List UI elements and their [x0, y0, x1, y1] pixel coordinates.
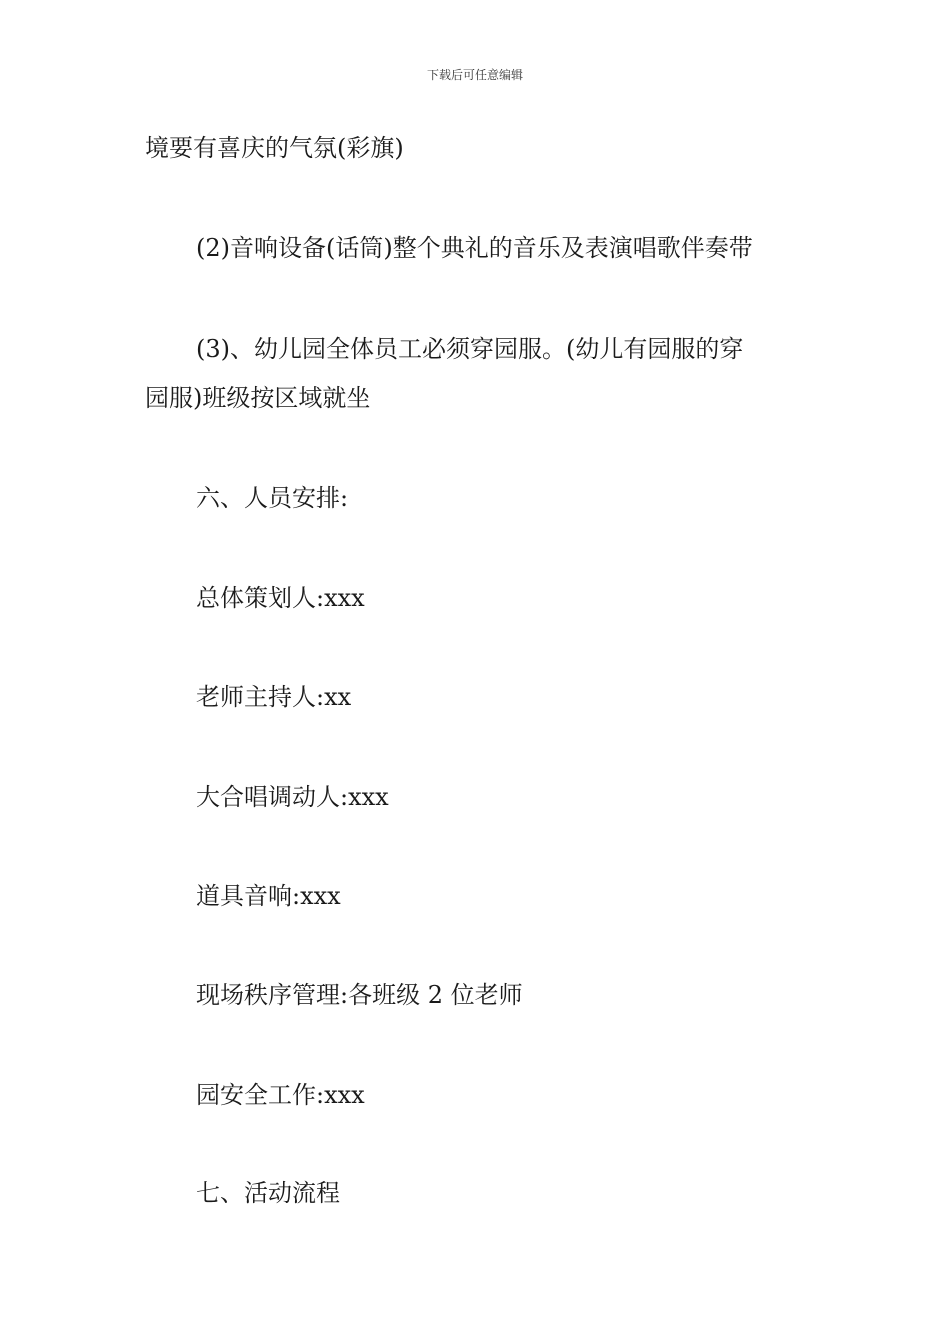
paragraph-item-3-line-1: (3)、幼儿园全体员工必须穿园服。(幼儿有园服的穿	[196, 335, 744, 363]
staff-planner: 总体策划人:xxx	[196, 584, 365, 612]
section-heading-process: 七、活动流程	[196, 1179, 340, 1207]
section-heading-staff: 六、人员安排:	[196, 484, 349, 512]
staff-chorus: 大合唱调动人:xxx	[196, 783, 389, 811]
paragraph-item-2: (2)音响设备(话筒)整个典礼的音乐及表演唱歌伴奏带	[196, 234, 753, 262]
staff-order: 现场秩序管理:各班级 2 位老师	[196, 981, 523, 1009]
paragraph-item-3-line-2: 园服)班级按区域就坐	[145, 384, 371, 412]
paragraph-continuation: 境要有喜庆的气氛(彩旗)	[145, 134, 404, 162]
staff-safety: 园安全工作:xxx	[196, 1081, 365, 1109]
staff-props-sound: 道具音响:xxx	[196, 882, 341, 910]
staff-host: 老师主持人:xx	[196, 683, 352, 711]
page-header-note: 下载后可任意编辑	[426, 68, 523, 82]
